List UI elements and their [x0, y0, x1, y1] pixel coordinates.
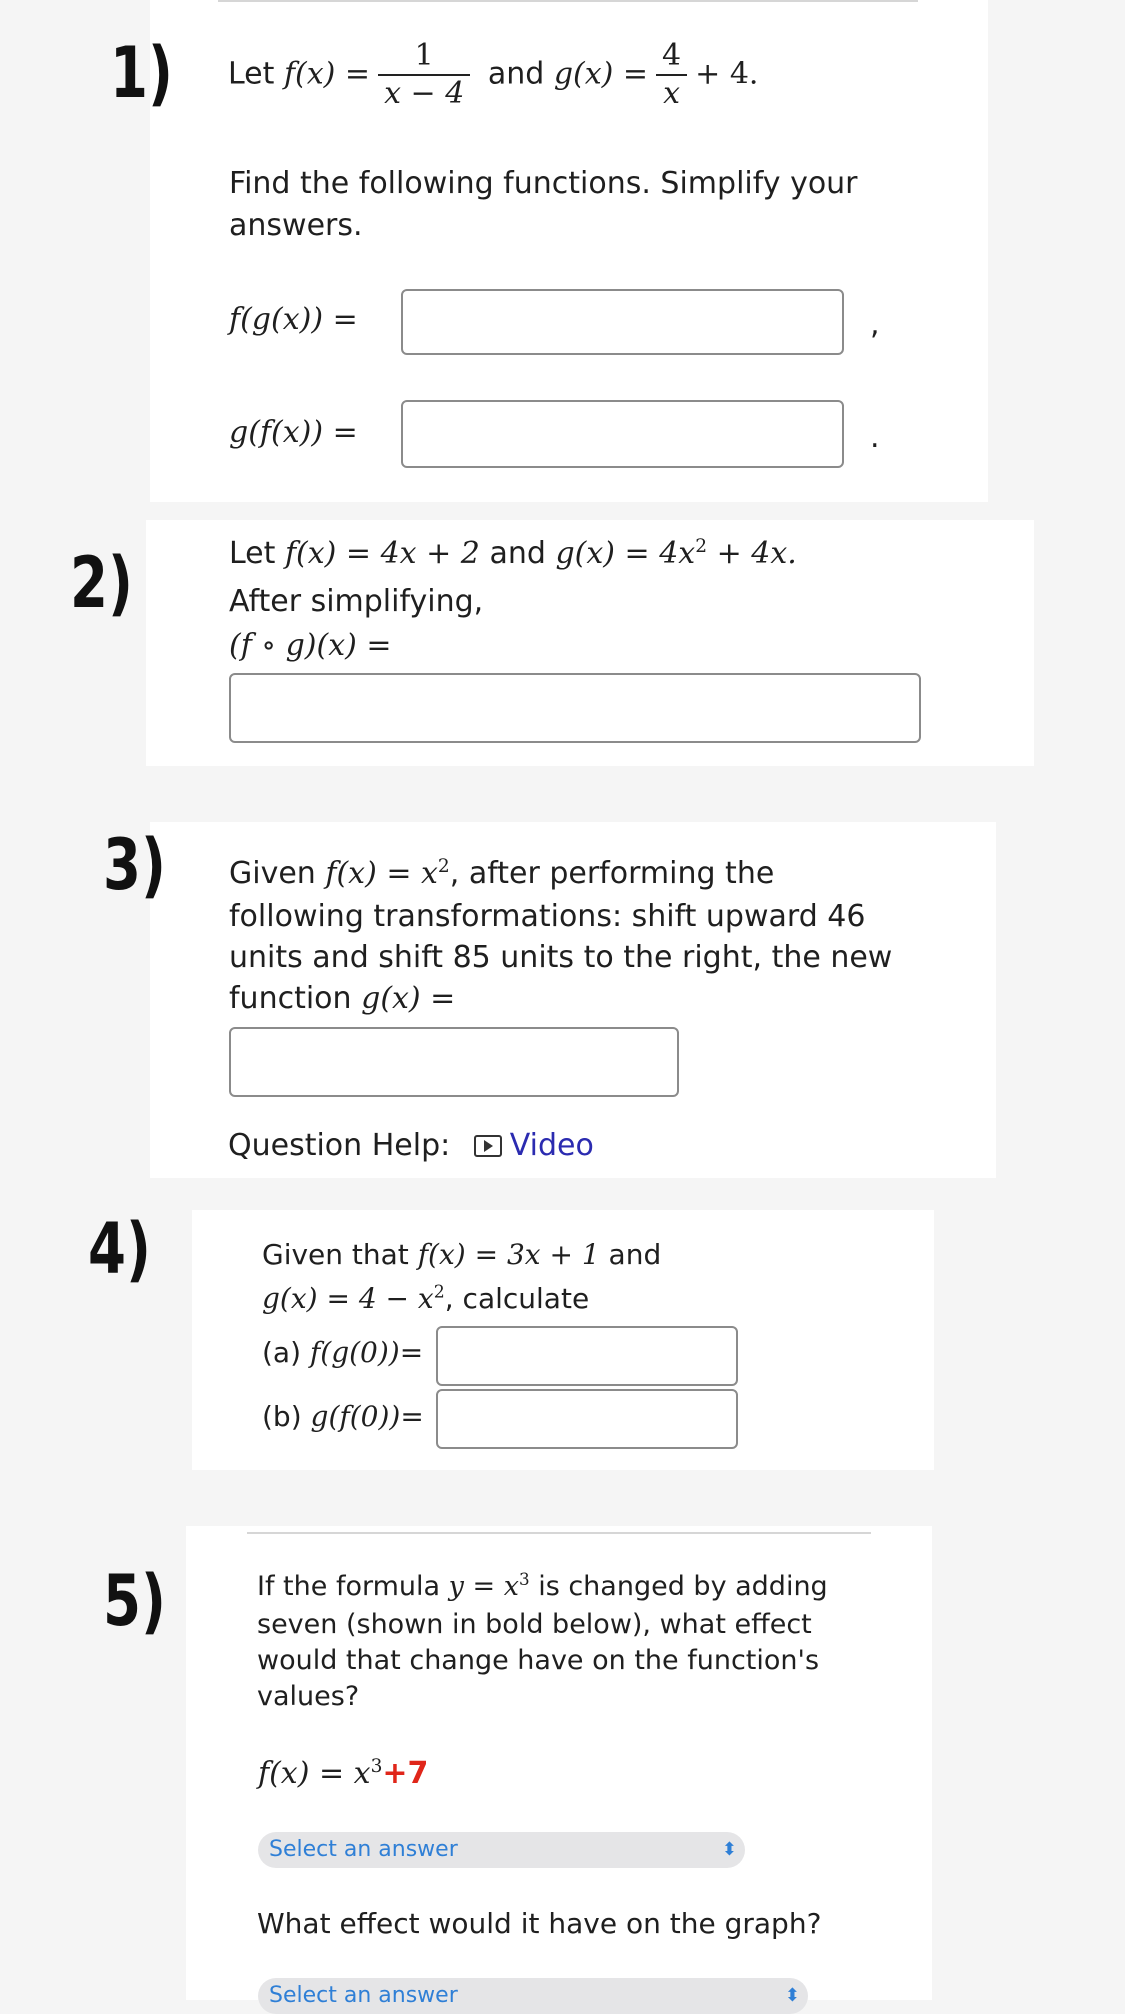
divider — [247, 1532, 871, 1534]
video-link-text: Video — [509, 1128, 594, 1163]
gf-label: g(f(x)) = — [229, 415, 358, 450]
updown-chevron-icon: ⬍ — [721, 1839, 737, 1860]
video-play-icon — [474, 1135, 502, 1157]
g-denominator: x — [663, 76, 681, 111]
question-help — [228, 1126, 594, 1167]
formula-intro: If the formula — [257, 1571, 441, 1602]
problem-number-1: 1) — [110, 32, 173, 114]
effect-on-graph-select[interactable] — [258, 1978, 808, 2014]
g-rest: + 4. — [695, 56, 759, 92]
part-b-answer-input[interactable] — [436, 1389, 738, 1449]
problem-1-definition — [228, 38, 758, 128]
part-a-label — [262, 1334, 423, 1372]
f-base: f(x) = x — [325, 856, 438, 891]
modified-formula — [258, 1754, 428, 1795]
problem-number-2: 2) — [70, 542, 133, 624]
and-text: and — [489, 536, 546, 571]
y-base: y = x — [448, 1571, 519, 1602]
select-placeholder: Select an answer — [269, 1837, 458, 1862]
fg-label: f(g(x)) = — [229, 302, 358, 337]
f-definition — [325, 856, 449, 891]
g-exponent: 2 — [433, 1282, 445, 1303]
problem-3-line3: units and shift 85 units to the right, the new — [229, 940, 893, 975]
formula-exponent: 3 — [370, 1756, 383, 1777]
f-lhs: f(x) = — [283, 56, 371, 92]
problem-4-line1 — [262, 1236, 661, 1274]
graph-effect-question: What effect would it have on the graph? — [257, 1907, 822, 1940]
problem-3-line4 — [229, 979, 455, 1020]
g-definition — [555, 536, 796, 571]
part-b-expression: g(f(0)) — [310, 1400, 401, 1433]
problem-1-instruction-line2: answers. — [229, 208, 363, 243]
f-denominator: x − 4 — [384, 76, 465, 111]
g-exponent: 2 — [695, 536, 708, 557]
video-link[interactable] — [474, 1128, 594, 1163]
problem-number-5: 5) — [103, 1560, 166, 1642]
fg-suffix: , — [870, 307, 880, 342]
part-a-equals: = — [399, 1336, 424, 1369]
g-numerator: 4 — [656, 38, 687, 76]
y-exponent: 3 — [518, 1569, 530, 1589]
g-fraction — [656, 38, 687, 112]
problem-3-line2: following transformations: shift upward 46 — [229, 899, 866, 934]
f-definition: f(x) = 4x + 2 — [284, 536, 480, 571]
problem-1-instruction-line1: Find the following functions. Simplify your — [229, 166, 858, 201]
let-text: Let — [229, 536, 276, 571]
select-placeholder: Select an answer — [269, 1983, 458, 2008]
formula-base: f(x) = x — [258, 1756, 371, 1791]
f-fraction — [378, 38, 470, 112]
function-text: function — [229, 981, 352, 1016]
g-lhs: g(x) = — [553, 56, 649, 92]
g-lhs: g(x) = — [361, 981, 456, 1016]
divider — [218, 0, 918, 2]
given-text: Given — [229, 856, 316, 891]
g-base: g(x) = 4x — [555, 536, 696, 571]
f-exponent: 2 — [437, 856, 450, 877]
formula-added-term: +7 — [382, 1756, 429, 1791]
problem-5-line1 — [257, 1568, 828, 1605]
updown-chevron-icon: ⬍ — [784, 1985, 800, 2006]
and-text: and — [487, 56, 545, 92]
part-a-answer-input[interactable] — [436, 1326, 738, 1386]
changed-text: is changed by adding — [538, 1571, 828, 1602]
problem-2-line1 — [229, 534, 797, 575]
line1-rest: , after performing the — [449, 856, 775, 891]
part-a-prefix: (a) — [262, 1336, 302, 1369]
transformation-answer-input[interactable] — [229, 1027, 679, 1097]
effect-on-values-select[interactable] — [258, 1832, 745, 1868]
part-a-expression: f(g(0)) — [309, 1336, 400, 1369]
y-formula — [449, 1571, 530, 1602]
let-text: Let — [228, 56, 275, 92]
g-base: g(x) = 4 − x — [262, 1282, 434, 1315]
f-definition: f(x) = 3x + 1 — [417, 1238, 600, 1271]
problem-4-line2 — [262, 1280, 589, 1318]
problem-number-4: 4) — [88, 1208, 151, 1290]
given-text: Given that — [262, 1238, 409, 1271]
problem-2-line2: After simplifying, — [229, 584, 484, 619]
problem-5-line4: values? — [257, 1681, 360, 1712]
problem-2-line3: (f ∘ g)(x) = — [229, 628, 392, 663]
f-numerator: 1 — [378, 38, 470, 76]
part-b-label — [262, 1398, 424, 1436]
problem-number-3: 3) — [103, 824, 166, 906]
fg-answer-input[interactable] — [401, 289, 844, 355]
problem-3-line1 — [229, 854, 774, 895]
gf-suffix: . — [870, 420, 880, 455]
question-help-label: Question Help: — [228, 1128, 451, 1163]
problem-5-line3: would that change have on the function's — [257, 1645, 820, 1676]
gf-answer-input[interactable] — [401, 400, 844, 468]
g-definition — [262, 1282, 445, 1315]
line2-rest: , calculate — [444, 1282, 590, 1315]
problem-5-line2: seven (shown in bold below), what effect — [257, 1609, 812, 1640]
composition-answer-input[interactable] — [229, 673, 921, 743]
and-text: and — [608, 1238, 662, 1271]
g-rest: + 4x. — [716, 536, 797, 571]
part-b-prefix: (b) — [262, 1400, 302, 1433]
part-b-equals: = — [400, 1400, 424, 1433]
